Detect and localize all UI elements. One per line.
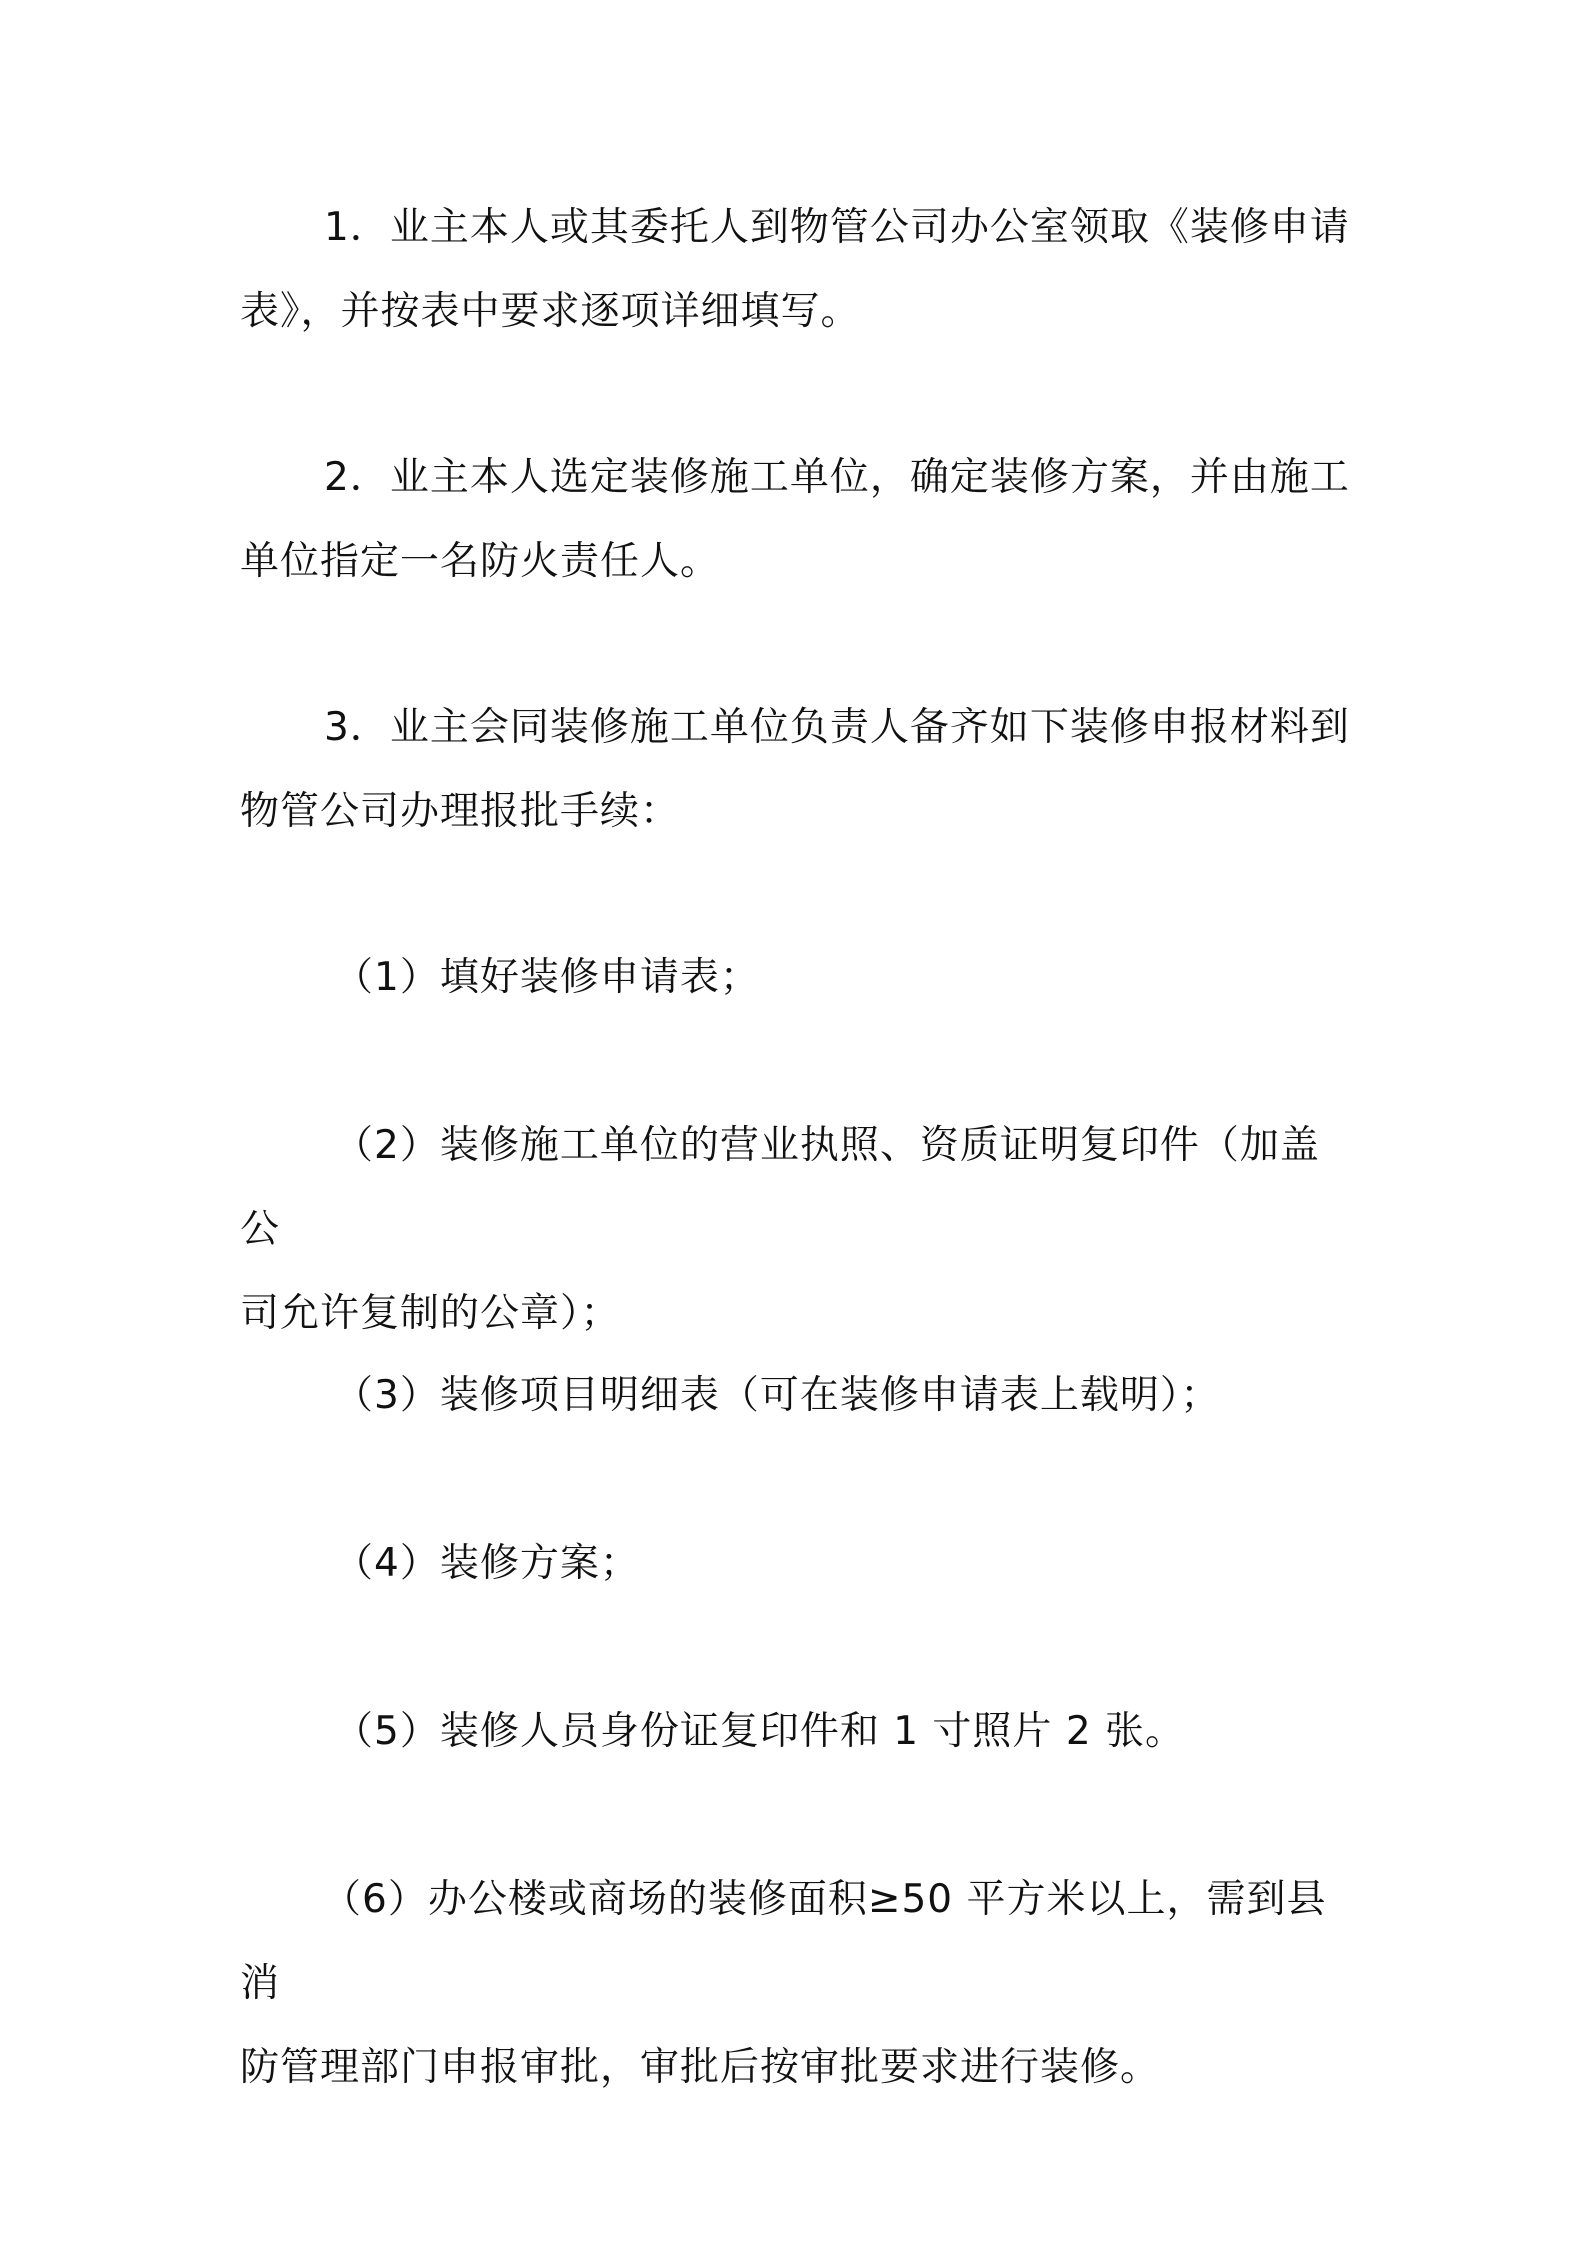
paragraph-line: （6）办公楼或商场的装修面积≥50 平方米以上，需到县消	[240, 1877, 1327, 2006]
list-item-5	[240, 1690, 1350, 1774]
paragraph-line: 表》，并按表中要求逐项详细填写。	[240, 289, 861, 334]
paragraph-line: 1．业主本人或其委托人到物管公司办公室领取《装修申请	[324, 205, 1350, 250]
paragraph-line: （4）装修方案；	[334, 1541, 640, 1586]
list-item-4	[240, 1522, 1350, 1606]
paragraph-line: （1）填好装修申请表；	[334, 955, 760, 1000]
list-item-1	[240, 936, 1350, 1020]
paragraph-line: 3．业主会同装修施工单位负责人备齐如下装修申报材料到	[324, 705, 1350, 750]
paragraph-line: 防管理部门申报审批，审批后按审批要求进行装修。	[240, 2045, 1161, 2090]
paragraph-line: （3）装修项目明细表（可在装修申请表上载明）；	[334, 1373, 1221, 1418]
paragraph-line: （5）装修人员身份证复印件和 1 寸照片 2 张。	[334, 1709, 1186, 1754]
list-item-6	[240, 1858, 1350, 2110]
paragraph-line: 2．业主本人选定装修施工单位，确定装修方案，并由施工	[324, 455, 1350, 500]
paragraph-line: 物管公司办理报批手续：	[240, 789, 681, 834]
paragraph-step-3	[240, 686, 1350, 854]
paragraph-line: 单位指定一名防火责任人。	[240, 539, 721, 584]
paragraph-step-2	[240, 436, 1350, 604]
paragraph-step-1	[240, 186, 1350, 354]
paragraph-line: 司允许复制的公章）；	[240, 1291, 621, 1336]
paragraph-line: （2）装修施工单位的营业执照、资质证明复印件（加盖公	[240, 1123, 1320, 1252]
list-item-3	[240, 1354, 1350, 1438]
list-item-2	[240, 1104, 1350, 1356]
